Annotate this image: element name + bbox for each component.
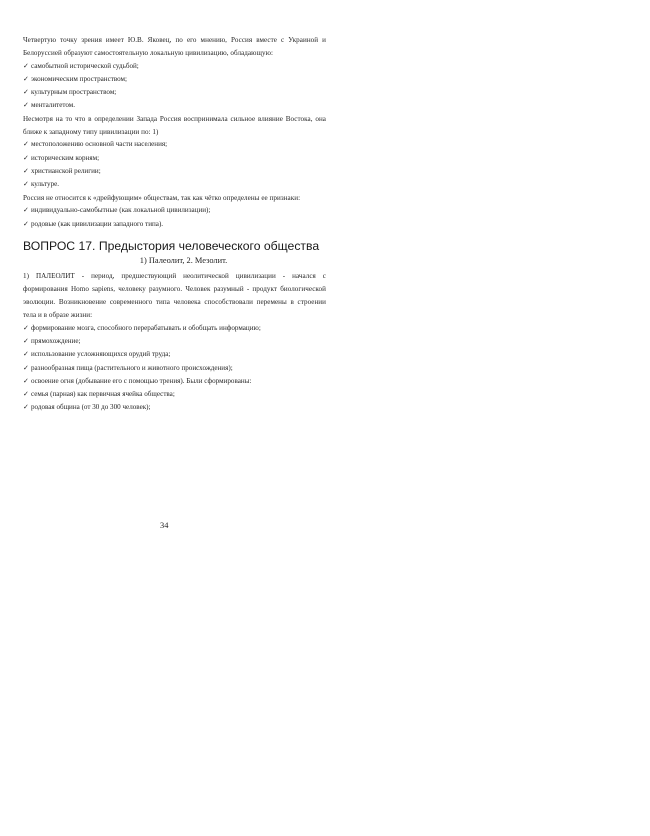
list-item: ✓ семья (парная) как первичная ячейка общества;	[23, 390, 175, 399]
list-item: ✓ христианской религии;	[23, 166, 101, 175]
list-item: ✓ местоположению основной части населения;	[23, 140, 168, 149]
list-item: ✓ самобытной исторической судьбой;	[23, 61, 139, 70]
paragraph: Россия не относится к «дрейфующим» обществам, так как чётко определены ее признаки:	[23, 193, 301, 202]
check-icon: ✓	[23, 219, 29, 228]
list-item: ✓ менталитетом.	[23, 101, 76, 110]
list-item: ✓ экономическим пространством;	[23, 74, 127, 83]
check-icon: ✓	[23, 206, 29, 215]
paragraph: Несмотря на то что в определении Запада Россия воспринимала сильное влияние Востока, она ближе к западному типу цивилизации по: 1)	[23, 114, 326, 136]
section-subheading: 1) Палеолит, 2. Мезолит.	[139, 256, 228, 266]
check-icon: ✓	[23, 363, 29, 372]
list-item: ✓ индивидуально-самобытные (как локальной цивилизации);	[23, 206, 211, 215]
check-icon: ✓	[23, 61, 29, 70]
paragraph: 1) ПАЛЕОЛИТ - период, предшествующий неолитической цивилизации - начался с формирования Homo sapiens, человеку разумного. Человек разумный - продукт биологической эволюции. Возникновение современного типа человека способствовали перемены в строении тела и в образе жизни:	[23, 272, 326, 319]
list-item: ✓ формирование мозга, способного перерабатывать и обобщать информацию;	[23, 323, 261, 332]
check-icon: ✓	[23, 101, 29, 110]
check-icon: ✓	[23, 350, 29, 359]
list-item: ✓ историческим корням;	[23, 153, 100, 162]
list-item: ✓ разнообразная пища (растительного и животного происхождения);	[23, 363, 233, 372]
check-icon: ✓	[23, 323, 29, 332]
check-icon: ✓	[23, 403, 29, 412]
list-item: ✓ прямохождение;	[23, 336, 81, 345]
check-icon: ✓	[23, 74, 29, 83]
list-item: ✓ родовые (как цивилизации западного типа).	[23, 219, 164, 228]
intro-paragraph: Четвертую точку зрения имеет Ю.В. Яковец, по его мнению, Россия вместе с Украиной и Белоруссией образуют самостоятельную локальную цивилизацию, обладающую:	[23, 36, 326, 57]
check-icon: ✓	[23, 336, 29, 345]
list-item: ✓ использование усложняющихся орудий труда;	[23, 350, 171, 359]
check-icon: ✓	[23, 180, 29, 189]
check-icon: ✓	[23, 140, 29, 149]
list-item: ✓ культуре.	[23, 180, 60, 189]
list-item: ✓ культурным пространством;	[23, 88, 117, 97]
check-icon: ✓	[23, 376, 29, 385]
list-item: ✓ родовая община (от 30 до 300 человек);	[23, 403, 151, 412]
check-icon: ✓	[23, 88, 29, 97]
document-page	[23, 34, 326, 415]
check-icon: ✓	[23, 390, 29, 399]
section-heading: ВОПРОС 17. Предыстория человеческого общества	[23, 238, 320, 253]
list-item: ✓ освоение огня (добывание его с помощью трения). Были сформированы:	[23, 376, 252, 385]
check-icon: ✓	[23, 153, 29, 162]
check-icon: ✓	[23, 166, 29, 175]
page-number: 34	[160, 521, 169, 530]
